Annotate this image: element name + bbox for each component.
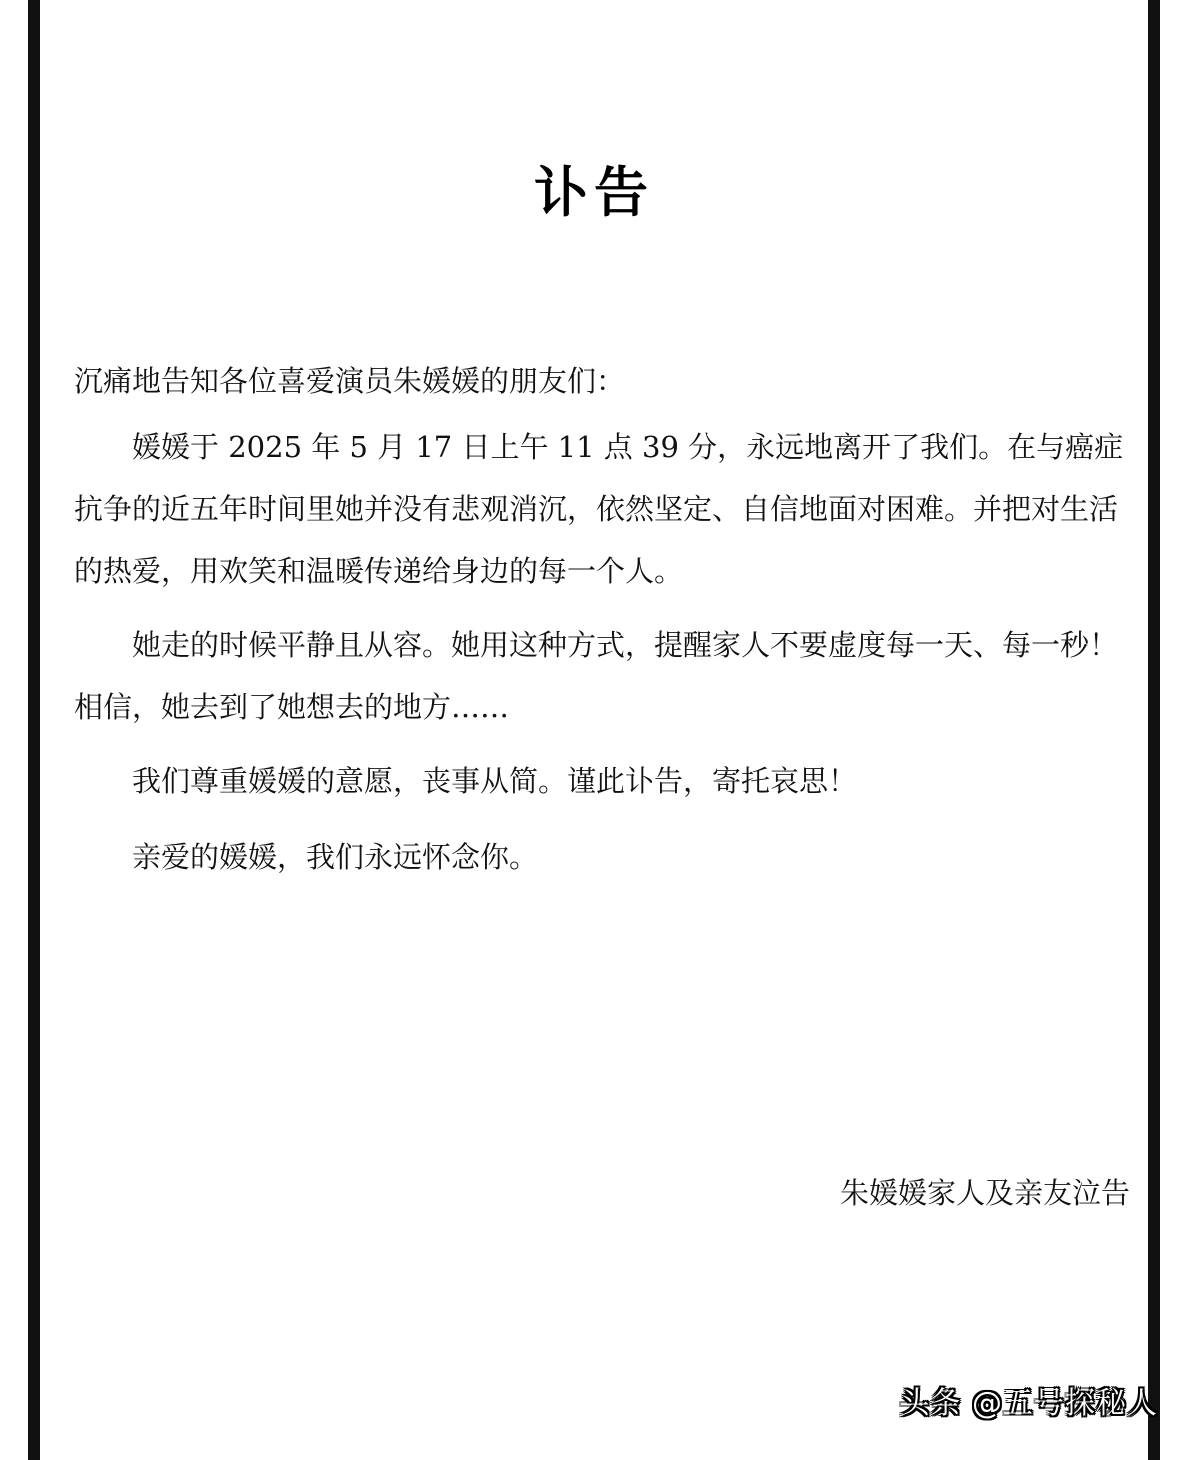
paragraph-3: 我们尊重媛媛的意愿，丧事从简。谨此讣告，寄托哀思！ (132, 764, 858, 798)
document-body (74, 350, 1124, 902)
paragraph-2: 她走的时候平静且从容。她用这种方式，提醒家人不要虚度每一天、每一秒！相信，她去到了她想去的地方…… (74, 628, 1119, 724)
paragraph-1: 媛媛于 2025 年 5 月 17 日上午 11 点 39 分，永远地离开了我们。在与癌症抗争的近五年时间里她并没有悲观消沉，依然坚定、自信地面对困难。并把对生活的热爱，用欢笑和温暖传递给身边的每一个人。 (74, 430, 1124, 588)
signature: 朱媛媛家人及亲友泣告 (839, 1176, 1130, 1210)
source-watermark: 头条 @五号探秘人 (899, 1386, 1158, 1421)
salutation: 沉痛地告知各位喜爱演员朱媛媛的朋友们： (74, 364, 626, 398)
paragraph-4: 亲爱的媛媛，我们永远怀念你。 (132, 840, 539, 874)
document-title: 讣告 (534, 161, 654, 224)
